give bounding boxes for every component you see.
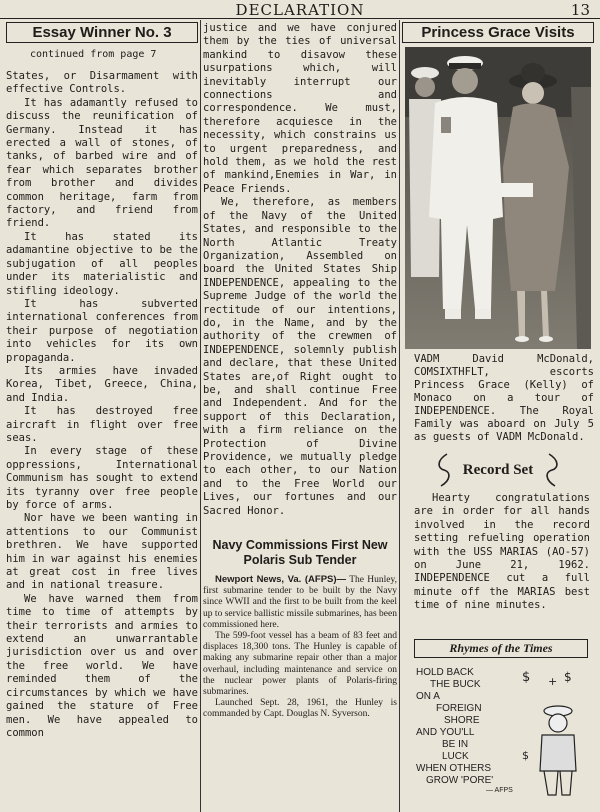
column-features (402, 22, 594, 808)
svg-text:+: + (548, 675, 558, 688)
rhyme-line: BE IN (442, 739, 469, 750)
essay-paragraph: States, or Disarmament with effective Controls. (6, 70, 198, 96)
rhyme-line: FOREIGN (436, 703, 482, 714)
essay-paragraph: We, therefore, as members of the Navy of the United States, and responsible to the North Atlantic Treaty Organization, Assembled on board the United States Ship INDEPENDENCE, appealing to the Supreme Judge of the world the rectitude of our intentions, do, in the Name, and by the authority of the crewmen of INDEPENDENCE, solemnly publish and declare, that these United States are,of Right ought to be, and shall continue Free and Independent. And for the support of this Declaration, with a firm reliance on the Protection of Divine Providence, we mutually pledge to each other, to our Nation and to the Free World our Lives, our fortunes and our Sacred Honor. (203, 196, 397, 517)
essay-paragraph: It has stated its adamantine objective to be the subjugation of all peoples under its materialistic and stifling ideology. (6, 230, 198, 297)
svg-text:$: $ (522, 670, 531, 685)
rhymes-credit: — AFPS (486, 787, 513, 794)
rhyme-line: ON A (416, 691, 440, 702)
swirl-left-icon (435, 452, 453, 488)
masthead (0, 0, 600, 19)
essay-body-col2 (203, 22, 397, 518)
rhymes-cartoon (414, 639, 588, 803)
column-essay-start (6, 22, 198, 808)
essay-paragraph: It has subverted international conferences from their purpose of negotiation into vehicles for its own propaganda. (6, 297, 198, 364)
news-paragraph: Launched Sept. 28, 1961, the Hunley is commanded by Capt. Douglas N. Syverson. (203, 698, 397, 720)
essay-paragraph: In every stage of these oppressions, International Communism has sought to extend its tyranny over free people by force of arms. (6, 445, 198, 511)
masthead-title: DECLARATION (235, 1, 365, 19)
essay-body-col1 (6, 70, 198, 740)
rhymes-lines (416, 667, 493, 787)
news-paragraph: The 599-foot vessel has a beam of 83 feet and displaces 18,300 tons. The Hunley is capable of making any submarine repair other than a major overhaul, including maintenance and service on the nuclear power plants of Polaris-firing submarines. (203, 631, 397, 698)
rhyme-line: GROW 'PORE' (426, 775, 494, 786)
essay-paragraph: Its armies have invaded Korea, Tibet, Greece, China, and India. (6, 364, 198, 404)
essay-paragraph: justice and we have conjured them by the ties of universal mankind to disavow these usurpations which, will inevitably interrupt our connections and correspondence. We must, therefore acquiesce in the necessity, which constrains us to urgent preparedness, and hold them, as we hold the rest of mankind,Enemies in War, in Peace Friends. (203, 22, 397, 195)
page-number: 13 (570, 1, 590, 19)
record-body (414, 492, 590, 613)
svg-text:$: $ (522, 749, 529, 762)
essay-heading: Essay Winner No. 3 (6, 22, 198, 43)
sailor-cartoon-icon (518, 667, 588, 803)
grace-heading: Princess Grace Visits (402, 22, 594, 43)
column-rule-right (399, 20, 400, 812)
record-paragraph: Hearty congratulations are in order for all hands involved in the record setting refueling operation with the USS MARIAS (AO-57) on June 21, 1962. INDEPENDENCE cut a full minute off the MARIAS best time of nine minutes. (414, 492, 590, 612)
column-essay-end (203, 22, 397, 808)
rhyme-line: THE BUCK (430, 679, 481, 690)
record-heading: Record Set (462, 461, 534, 478)
news-article (203, 574, 397, 721)
rhymes-title: Rhymes of the Times (414, 639, 588, 658)
essay-paragraph: It has destroyed free aircraft in flight over free seas. (6, 405, 198, 444)
rhyme-line: AND YOU'LL (416, 727, 475, 738)
column-rule-left (200, 20, 201, 812)
grace-caption: VADM David McDonald, COMSIXTHFLT, escorts Princess Grace (Kelly) of Monaco on a tour of INDEPENDENCE. The Royal Family was aboard on July 5 as guests of VADM McDonald. (414, 353, 594, 443)
rhyme-line: SHORE (444, 715, 480, 726)
swirl-right-icon (543, 452, 561, 488)
continued-note: continued from page 7 (30, 49, 157, 60)
rhyme-line: LUCK (442, 751, 469, 762)
record-heading-row (402, 452, 594, 488)
news-paragraph: The Hunley, first submarine tender to be built by the Navy since WWII and the first to be built from the keel up to service ballistic missile submarines, has been commissioned here. (203, 575, 397, 630)
rhyme-line: HOLD BACK (416, 667, 474, 678)
svg-text:$: $ (564, 670, 572, 684)
news-dateline: Newport News, Va. (AFPS)— (215, 574, 347, 586)
news-headline: Navy Commissions First New Polaris Sub Tender (212, 538, 388, 568)
photo-image (405, 47, 591, 349)
essay-paragraph: Nor have we been wanting in attentions to our Communist brethren. We have supported him in war against his enemies at great cost in free lives and in national treasure. (6, 512, 198, 592)
essay-paragraph: It has adamantly refused to discuss the reunification of Germany. Instead it has erected a wall of stones, of tanks, of barbed wire and of fear which separates brother from brother and divides common heritage, farm from factory, and friend from friend. (6, 96, 198, 230)
grace-photo (405, 47, 591, 349)
essay-paragraph: We have warned them from time to time of attempts by their terrorists and armies to extend an unwarrantable jurisdiction over us and over the free world. We have reminded them of the circumstances by which we have gained the stature of Free men. We have appealed to common (6, 592, 198, 739)
rhyme-line: WHEN OTHERS (416, 763, 491, 774)
